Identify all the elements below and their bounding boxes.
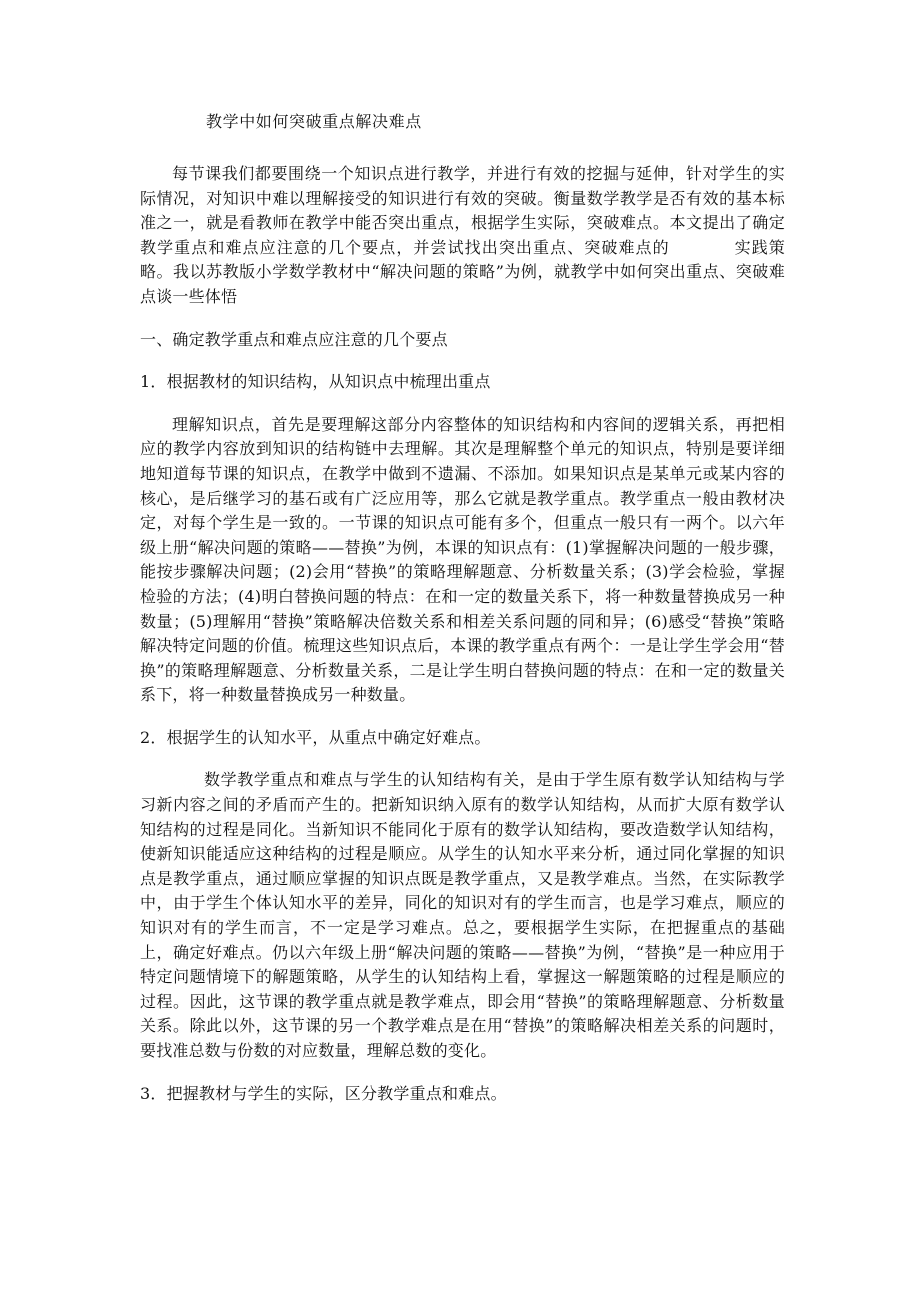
point-1-heading: 1．根据教材的知识结构，从知识点中梳理出重点 [140,372,491,392]
section-heading: 一、确定教学重点和难点应注意的几个要点 [140,329,448,349]
point-3-heading: 3．把握教材与学生的实际，区分教学重点和难点。 [140,1083,507,1103]
point-1-paragraph: 理解知识点，首先是要理解这部分内容整体的知识结构和内容间的逻辑关系，再把相应的教学内容放到知识的结构链中去理解。其次是理解整个单元的知识点，特别是要详细地知道每节课的知识点，在教学中做到不遗漏、不添加。如果知识点是某单元或某内容的核心，是后继学习的基石或有广泛应用等，那么它就是教学重点。教学重点一般由教材决定，对每个学生是一致的。一节课的知识点可能有多个，但重点一般只有一两个。以六年级上册“解决问题的策略——替换”为例，本课的知识点有：(1)掌握解决问题的一般步骤，能按步骤解决问题；(2)会用“替换”的策略理解题意、分析数量关系；(3)学会检验，掌握检验的方法；(4)明白替换问题的特点：在和一定的数量关系下，将一种数量替换成另一种数量；(5)理解用“替换”策略解决倍数关系和相差关系问题的同和异；(6)感受“替换”策略解决特定问题的价值。梳理这些知识点后，本课的教学重点有两个：一是让学生学会用“替换”的策略理解题意、分析数量关系，二是让学生明白替换问题的特点：在和一定的数量关系下，将一种数量替换成另一种数量。 [140,414,785,705]
point-2-heading: 2．根据学生的认知水平，从重点中确定好难点。 [140,727,491,747]
intro-text-part-2: 实践策略。我以苏教版小学数学教材中“解决问题的策略”为例，就教学中如何突出重点、突破难点谈一些体悟 [140,237,785,306]
document-title: 教学中如何突破重点解决难点 [206,112,422,131]
intro-paragraph [140,162,785,310]
point-2-paragraph: 数学教学重点和难点与学生的认知结构有关，是由于学生原有数学认知结构与学习新内容之间的矛盾而产生的。把新知识纳入原有的数学认知结构，从而扩大原有数学认知结构的过程是同化。当新知识不能同化于原有的数学认知结构，要改造数学认知结构，使新知识能适应这种结构的过程是顺应。从学生的认知水平来分析，通过同化掌握的知识点是教学重点，通过顺应掌握的知识点既是教学重点，又是教学难点。当然，在实际教学中，由于学生个体认知水平的差异，同化的知识对有的学生而言，也是学习难点，顺应的知识对有的学生而言，不一定是学习难点。总之，要根据学生实际，在把握重点的基础上，确定好难点。仍以六年级上册“解决问题的策略——替换”为例，“替换”是一种应用于特定问题情境下的解题策略，从学生的认知结构上看，掌握这一解题策略的过程是顺应的过程。因此，这节课的教学重点就是教学难点，即会用“替换”的策略理解题意、分析数量关系。除此以外，这节课的另一个教学难点是在用“替换”的策略解决相差关系的问题时，要找准总数与份数的对应数量，理解总数的变化。 [140,770,785,1060]
document-body [140,108,785,1124]
intro-text-part-1: 每节课我们都要围绕一个知识点进行教学，并进行有效的挖掘与延伸，针对学生的实际情况，对知识中难以理解接受的知识进行有效的突破。衡量数学教学是否有效的基本标准之一，就是看教师在教学中能否突出重点，根据学生实际，突破难点。本文提出了确定教学重点和难点应注意的几个要点，并尝试找出突出重点、突破难点的 [140,164,785,257]
